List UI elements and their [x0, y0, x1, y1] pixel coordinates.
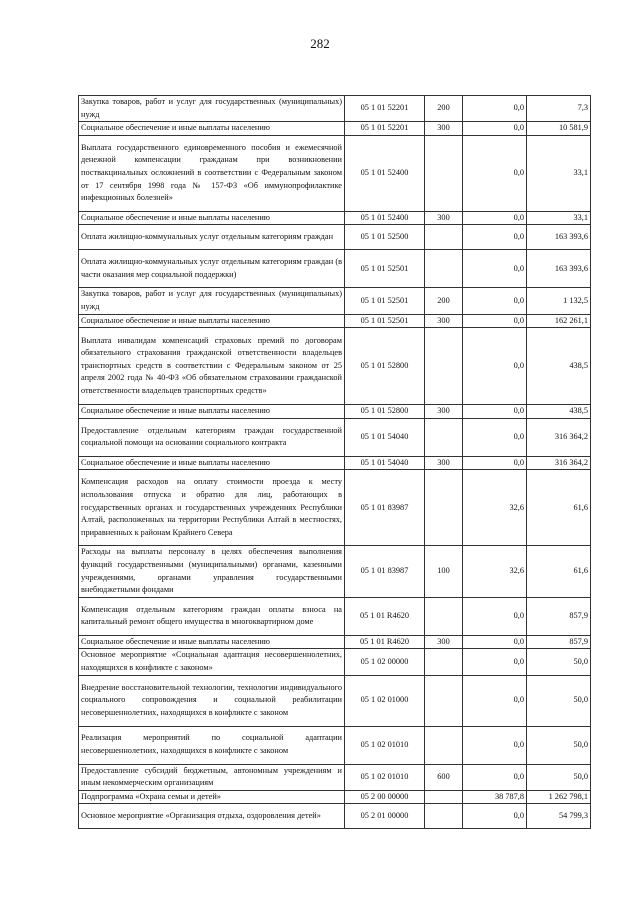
- expense-type-cell: 100: [425, 546, 463, 597]
- budget-table-body: [79, 96, 591, 829]
- expense-type-cell: [425, 790, 463, 804]
- target-code-cell: 05 1 01 52201: [345, 96, 425, 122]
- amount-2-cell: 33,1: [527, 135, 591, 211]
- row-name-cell: Социальное обеспечение и иные выплаты населению: [79, 405, 345, 419]
- amount-2-cell: 162 261,1: [527, 314, 591, 328]
- table-row: [79, 314, 591, 328]
- expense-type-cell: 300: [425, 211, 463, 225]
- table-row: [79, 726, 591, 764]
- row-name-cell: Расходы на выплаты персоналу в целях обеспечения выполнения функций государственными (муниципальными) органами, казенными учреждениями, органами управления государственными внебюджетными фондами: [79, 546, 345, 597]
- row-name-cell: Основное мероприятие «Организация отдыха, оздоровления детей»: [79, 804, 345, 829]
- table-row: [79, 122, 591, 136]
- row-name-cell: Выплата инвалидам компенсаций страховых премий по договорам обязательного страхования гражданской ответственности владельцев транспортных средств в соответствии с Федеральным законом от 25 апреля 2002 года № 40-ФЗ «Об обязательном страховании гражданской ответственности владельцев транспортных средств»: [79, 328, 345, 405]
- amount-1-cell: 0,0: [463, 804, 527, 829]
- target-code-cell: 05 1 01 52201: [345, 122, 425, 136]
- expense-type-cell: [425, 597, 463, 635]
- target-code-cell: 05 1 01 54040: [345, 418, 425, 456]
- amount-2-cell: 163 393,6: [527, 225, 591, 250]
- target-code-cell: 05 1 01 52501: [345, 288, 425, 314]
- amount-2-cell: 438,5: [527, 328, 591, 405]
- row-name-cell: Реализация мероприятий по социальной адаптации несовершеннолетних, находящихся в конфликте с законом: [79, 726, 345, 764]
- expense-type-cell: 300: [425, 635, 463, 649]
- table-row: [79, 790, 591, 804]
- row-name-cell: Социальное обеспечение и иные выплаты населению: [79, 456, 345, 470]
- target-code-cell: 05 1 01 54040: [345, 456, 425, 470]
- amount-1-cell: 0,0: [463, 288, 527, 314]
- amount-2-cell: 438,5: [527, 405, 591, 419]
- row-name-cell: Предоставление субсидий бюджетным, автономным учреждениям и иным некоммерческим организациям: [79, 764, 345, 790]
- amount-2-cell: 50,0: [527, 726, 591, 764]
- target-code-cell: 05 2 00 00000: [345, 790, 425, 804]
- amount-1-cell: 0,0: [463, 597, 527, 635]
- target-code-cell: 05 1 01 52400: [345, 135, 425, 211]
- row-name-cell: Социальное обеспечение и иные выплаты населению: [79, 314, 345, 328]
- amount-2-cell: 316 364,2: [527, 456, 591, 470]
- expense-type-cell: [425, 726, 463, 764]
- row-name-cell: Социальное обеспечение и иные выплаты населению: [79, 211, 345, 225]
- amount-1-cell: 0,0: [463, 135, 527, 211]
- row-name-cell: Внедрение восстановительной технологии, технологии индивидуального социального сопровождения и социальной реабилитации несовершеннолетних, находящихся в конфликте с законом: [79, 675, 345, 726]
- amount-1-cell: 0,0: [463, 225, 527, 250]
- expense-type-cell: 600: [425, 764, 463, 790]
- amount-1-cell: 0,0: [463, 314, 527, 328]
- amount-2-cell: 61,6: [527, 546, 591, 597]
- row-name-cell: Выплата государственного единовременного пособия и ежемесячной денежной компенсации гражданам при возникновении поствакцинальных осложнений в соответствии с Федеральным законом от 17 сентября 1998 года № 157-ФЗ «Об иммунопрофилактике инфекционных болезней»: [79, 135, 345, 211]
- amount-1-cell: 0,0: [463, 635, 527, 649]
- amount-2-cell: 33,1: [527, 211, 591, 225]
- target-code-cell: 05 1 01 52400: [345, 211, 425, 225]
- amount-1-cell: 32,6: [463, 470, 527, 546]
- expense-type-cell: 300: [425, 122, 463, 136]
- table-row: [79, 456, 591, 470]
- amount-1-cell: 0,0: [463, 405, 527, 419]
- expense-type-cell: [425, 649, 463, 675]
- table-row: [79, 96, 591, 122]
- amount-1-cell: 0,0: [463, 328, 527, 405]
- amount-1-cell: 0,0: [463, 418, 527, 456]
- expense-type-cell: [425, 135, 463, 211]
- table-row: [79, 225, 591, 250]
- amount-2-cell: 1 262 798,1: [527, 790, 591, 804]
- amount-2-cell: 857,9: [527, 635, 591, 649]
- row-name-cell: Предоставление отдельным категориям граждан государственной социальной помощи на основании социального контракта: [79, 418, 345, 456]
- row-name-cell: Социальное обеспечение и иные выплаты населению: [79, 635, 345, 649]
- expense-type-cell: [425, 225, 463, 250]
- row-name-cell: Компенсация отдельным категориям граждан оплаты взноса на капитальный ремонт общего имущества в многоквартирном доме: [79, 597, 345, 635]
- expense-type-cell: [425, 675, 463, 726]
- amount-1-cell: 0,0: [463, 456, 527, 470]
- expense-type-cell: [425, 470, 463, 546]
- amount-2-cell: 10 581,9: [527, 122, 591, 136]
- expense-type-cell: 200: [425, 96, 463, 122]
- expense-type-cell: [425, 418, 463, 456]
- amount-1-cell: 0,0: [463, 649, 527, 675]
- amount-2-cell: 7,3: [527, 96, 591, 122]
- table-row: [79, 635, 591, 649]
- expense-type-cell: [425, 804, 463, 829]
- table-row: [79, 250, 591, 288]
- table-row: [79, 675, 591, 726]
- row-name-cell: Подпрограмма «Охрана семьи и детей»: [79, 790, 345, 804]
- target-code-cell: 05 1 01 52800: [345, 405, 425, 419]
- amount-1-cell: 38 787,8: [463, 790, 527, 804]
- row-name-cell: Основное мероприятие «Социальная адаптация несовершеннолетних, находящихся в конфликте с законом»: [79, 649, 345, 675]
- row-name-cell: Закупка товаров, работ и услуг для государственных (муниципальных) нужд: [79, 96, 345, 122]
- target-code-cell: 05 1 02 01000: [345, 675, 425, 726]
- budget-table: [78, 95, 591, 829]
- row-name-cell: Оплата жилищно-коммунальных услуг отдельным категориям граждан: [79, 225, 345, 250]
- amount-2-cell: 54 799,3: [527, 804, 591, 829]
- target-code-cell: 05 2 01 00000: [345, 804, 425, 829]
- amount-2-cell: 50,0: [527, 675, 591, 726]
- target-code-cell: 05 1 01 83987: [345, 546, 425, 597]
- table-row: [79, 597, 591, 635]
- amount-2-cell: 50,0: [527, 649, 591, 675]
- table-row: [79, 418, 591, 456]
- amount-1-cell: 0,0: [463, 96, 527, 122]
- table-row: [79, 546, 591, 597]
- expense-type-cell: [425, 328, 463, 405]
- expense-type-cell: [425, 250, 463, 288]
- amount-1-cell: 0,0: [463, 250, 527, 288]
- amount-2-cell: 1 132,5: [527, 288, 591, 314]
- row-name-cell: Компенсация расходов на оплату стоимости проезда к месту использования отпуска и обратно для лиц, работающих в государственных органах и государственных учреждениях Республики Алтай, расположенных на территории Республики Алтай в местностях, приравненных к районам Крайнего Севера: [79, 470, 345, 546]
- amount-1-cell: 0,0: [463, 764, 527, 790]
- table-row: [79, 804, 591, 829]
- amount-1-cell: 32,6: [463, 546, 527, 597]
- amount-2-cell: 50,0: [527, 764, 591, 790]
- target-code-cell: 05 1 01 R4620: [345, 597, 425, 635]
- amount-1-cell: 0,0: [463, 675, 527, 726]
- row-name-cell: Закупка товаров, работ и услуг для государственных (муниципальных) нужд: [79, 288, 345, 314]
- row-name-cell: Оплата жилищно-коммунальных услуг отдельным категориям граждан (в части оказания мер социальной поддержки): [79, 250, 345, 288]
- expense-type-cell: 300: [425, 405, 463, 419]
- target-code-cell: 05 1 02 01010: [345, 726, 425, 764]
- expense-type-cell: 200: [425, 288, 463, 314]
- amount-1-cell: 0,0: [463, 211, 527, 225]
- expense-type-cell: 300: [425, 314, 463, 328]
- target-code-cell: 05 1 01 83987: [345, 470, 425, 546]
- target-code-cell: 05 1 01 52500: [345, 225, 425, 250]
- target-code-cell: 05 1 02 00000: [345, 649, 425, 675]
- target-code-cell: 05 1 01 R4620: [345, 635, 425, 649]
- target-code-cell: 05 1 01 52501: [345, 314, 425, 328]
- amount-2-cell: 163 393,6: [527, 250, 591, 288]
- table-row: [79, 470, 591, 546]
- table-row: [79, 328, 591, 405]
- table-row: [79, 764, 591, 790]
- table-row: [79, 135, 591, 211]
- row-name-cell: Социальное обеспечение и иные выплаты населению: [79, 122, 345, 136]
- target-code-cell: 05 1 02 01010: [345, 764, 425, 790]
- amount-1-cell: 0,0: [463, 726, 527, 764]
- expense-type-cell: 300: [425, 456, 463, 470]
- target-code-cell: 05 1 01 52800: [345, 328, 425, 405]
- table-row: [79, 211, 591, 225]
- amount-1-cell: 0,0: [463, 122, 527, 136]
- amount-2-cell: 316 364,2: [527, 418, 591, 456]
- table-row: [79, 649, 591, 675]
- target-code-cell: 05 1 01 52501: [345, 250, 425, 288]
- page-number: 282: [310, 36, 330, 51]
- amount-2-cell: 61,6: [527, 470, 591, 546]
- table-row: [79, 405, 591, 419]
- table-row: [79, 288, 591, 314]
- amount-2-cell: 857,9: [527, 597, 591, 635]
